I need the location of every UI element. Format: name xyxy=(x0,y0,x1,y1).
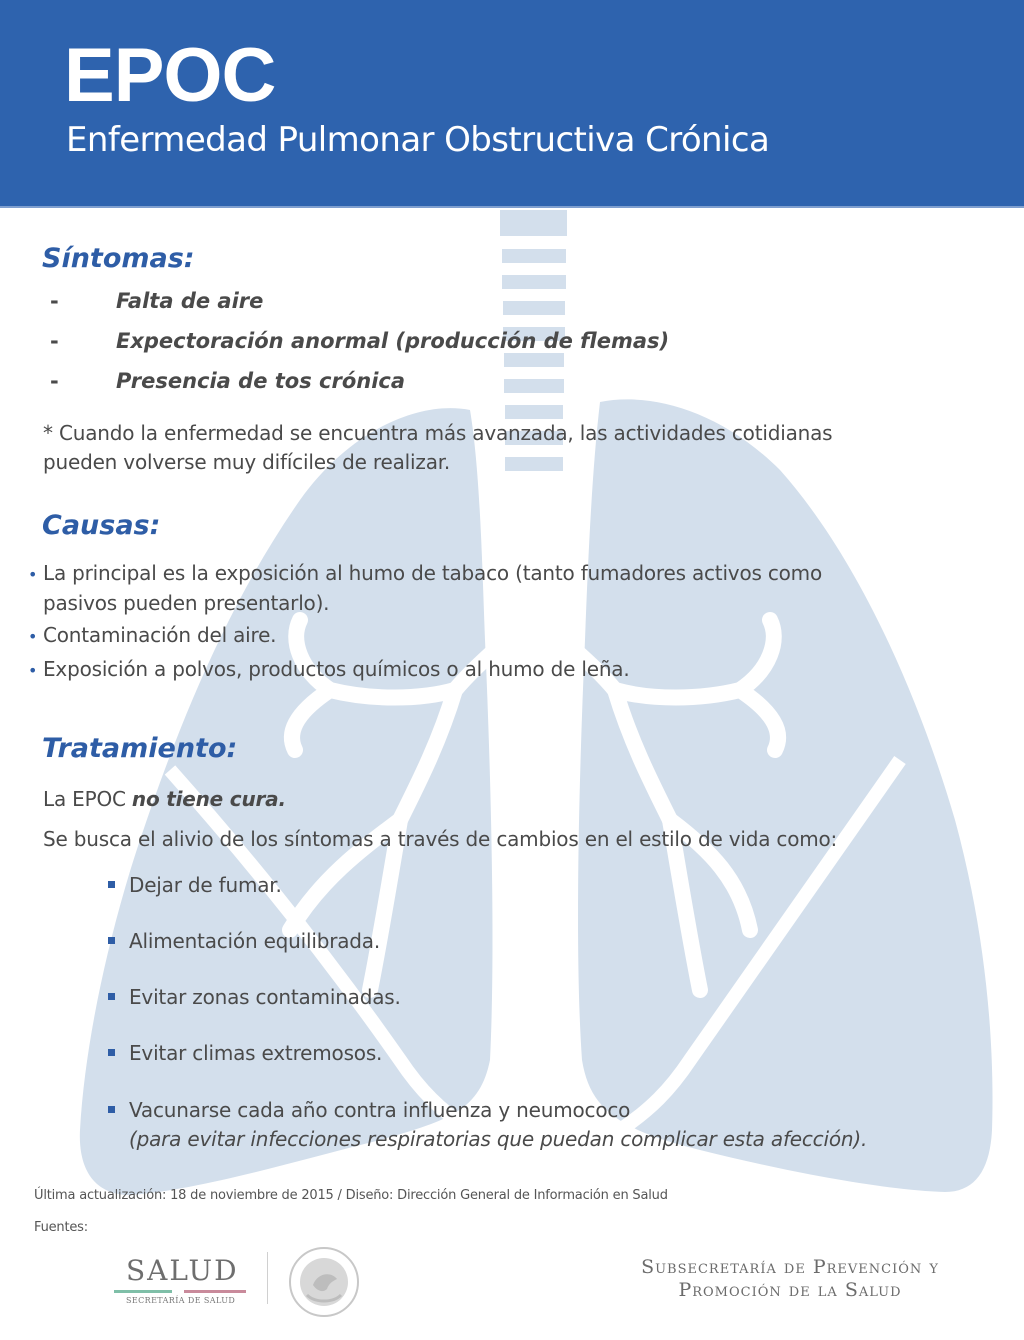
cause-text: Exposición a polvos, productos químicos o al humo de leña. xyxy=(43,657,630,681)
salud-logo xyxy=(110,1250,250,1310)
cause-text: La principal es la exposición al humo de tabaco (tanto fumadores activos como xyxy=(43,561,823,585)
treatment-statement xyxy=(43,785,286,814)
section-title-causas: Causas: xyxy=(42,510,161,541)
treatment-text: Evitar zonas contaminadas. xyxy=(129,985,401,1009)
treatment-text: Dejar de fumar. xyxy=(129,873,282,897)
page-subtitle: Enfermedad Pulmonar Obstructiva Crónica xyxy=(66,120,770,160)
symptoms-note-line2: pueden volverse muy difíciles de realizar. xyxy=(43,450,451,474)
treatment-text: Evitar climas extremosos. xyxy=(129,1041,383,1065)
logo-stripe-green xyxy=(114,1290,172,1293)
treatment-text: Alimentación equilibrada. xyxy=(129,929,381,953)
treatment-item xyxy=(108,983,401,1012)
treatment-statement-prefix: La EPOC xyxy=(43,787,132,811)
sources-label: Fuentes: xyxy=(34,1220,88,1235)
dash-marker: - xyxy=(50,329,59,353)
section-title-sintomas: Síntomas: xyxy=(42,243,195,274)
symptoms-note xyxy=(43,419,832,477)
dash-marker: - xyxy=(50,369,59,393)
subsecretaria-line1: Subsecretaría de Prevención y xyxy=(641,1256,939,1278)
symptom-text: Expectoración anormal (producción de flemas) xyxy=(116,329,670,353)
square-bullet-icon xyxy=(108,1106,115,1113)
treatment-intro: Se busca el alivio de los síntomas a través de cambios en el estilo de vida como: xyxy=(43,827,838,851)
section-title-tratamiento: Tratamiento: xyxy=(42,733,238,764)
symptom-item xyxy=(50,328,669,354)
symptoms-note-line1: * Cuando la enfermedad se encuentra más avanzada, las actividades cotidianas xyxy=(43,421,833,445)
cause-text-continued: pasivos pueden presentarlo). xyxy=(43,591,330,615)
update-line: Última actualización: 18 de noviembre de 2015 / Diseño: Dirección General de Información en Salud xyxy=(34,1188,668,1203)
cause-item xyxy=(28,655,630,685)
header-banner xyxy=(0,0,1024,208)
dash-marker: - xyxy=(50,289,59,313)
treatment-statement-emphasis: no tiene cura. xyxy=(131,787,286,811)
salud-logo-subtitle: SECRETARÍA DE SALUD xyxy=(126,1296,236,1305)
treatment-item xyxy=(108,1039,382,1068)
cause-item xyxy=(28,621,276,651)
square-bullet-icon xyxy=(108,1049,115,1056)
cause-text: Contaminación del aire. xyxy=(43,623,277,647)
salud-logo-word: SALUD xyxy=(126,1254,239,1287)
symptom-text: Falta de aire xyxy=(116,289,264,313)
bullet-dot-icon: • xyxy=(28,661,38,680)
treatment-item xyxy=(108,927,380,956)
symptom-text: Presencia de tos crónica xyxy=(116,369,406,393)
symptom-item xyxy=(50,368,405,394)
logo-divider xyxy=(267,1252,268,1304)
bullet-dot-icon: • xyxy=(28,627,38,646)
treatment-text: Vacunarse cada año contra influenza y neumococo xyxy=(129,1098,631,1122)
page-title: EPOC xyxy=(64,33,276,118)
treatment-item xyxy=(108,1096,867,1154)
mexico-seal-icon xyxy=(287,1245,361,1319)
treatment-note: (para evitar infecciones respiratorias que puedan complicar esta afección). xyxy=(129,1127,868,1151)
cause-item xyxy=(28,559,822,618)
logo-stripe-red xyxy=(184,1290,246,1293)
treatment-item xyxy=(108,871,282,900)
square-bullet-icon xyxy=(108,993,115,1000)
bullet-dot-icon: • xyxy=(28,565,38,584)
square-bullet-icon xyxy=(108,937,115,944)
square-bullet-icon xyxy=(108,881,115,888)
right-lung xyxy=(578,399,992,1192)
subsecretaria-label xyxy=(590,1256,990,1302)
symptom-item xyxy=(50,288,263,314)
subsecretaria-line2: Promoción de la Salud xyxy=(678,1279,902,1301)
